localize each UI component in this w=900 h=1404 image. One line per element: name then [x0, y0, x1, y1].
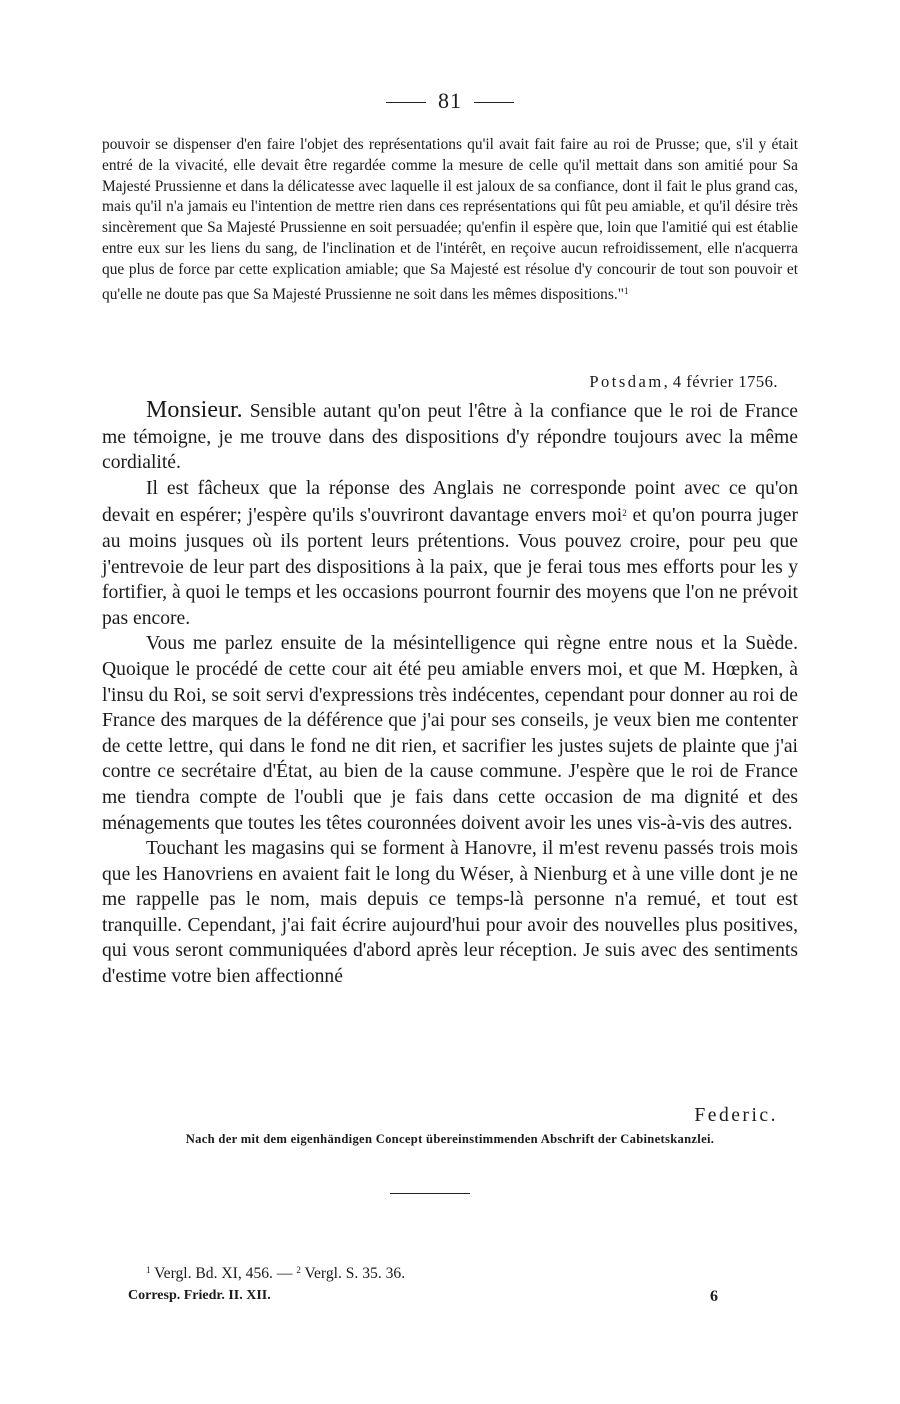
footnote-ref-1: 1 [624, 285, 629, 296]
letter-paragraph-2-text-b: et qu'on pourra juger au moins jusques où ils portent leurs prétentions. Vous pouvez croire, pour peu que j'entrevoie de leur part des dispositions à la paix, que je ferai tous mes efforts pour les y fortifier, à quoi le temps et les occasions pourront fournir des moyens que l'on ne prévoit pas encore. [102, 505, 798, 629]
letter-salutation: Monsieur. [146, 397, 243, 423]
letter-body [102, 398, 798, 990]
footnote-divider [390, 1193, 470, 1194]
page-number-text: 81 [438, 88, 462, 113]
footnote-1-text: Vergl. Bd. XI, 456. — [150, 1265, 297, 1282]
footnote-1-mark: 1 [146, 1265, 151, 1275]
letter-paragraph-3: Vous me parlez ensuite de la mésintelligence qui règne entre nous et la Suède. Quoique le procédé de cette cour ait été peu amiable envers moi, et que M. Hœpken, à l'insu du Roi, se soit servi d'expressions très indécentes, cependant pour donner au roi de France des marques de la déférence que j'ai pour ses conseils, je veux bien me contenter de cette lettre, qui dans le fond ne dit rien, et sacrifier les justes sujets de plainte que j'ai contre ce secrétaire d'État, au bien de la cause commune. J'espère que le roi de France me tiendra compte de l'oubli que je fais dans cette occasion de ma dignité et des ménagements que toutes les têtes couronnées doivent avoir les unes vis-à-vis des autres. [102, 633, 798, 834]
source-note: Nach der mit dem eigenhändigen Concept übereinstimmenden Abschrift der Cabinetskanzlei. [185, 1132, 715, 1146]
page-number-dash-left [386, 102, 426, 103]
letter-paragraph-2-text-a: Il est fâcheux que la réponse des Anglais ne corresponde point avec ce qu'on devait en espérer; j'espère qu'ils s'ouvriront davantage envers moi [102, 477, 798, 527]
top-quoted-text: pouvoir se dispenser d'en faire l'objet des représentations qu'il avait fait faire au roi de Prusse; que, s'il y était entré de la vivacité, elle devait être regardée comme la mesure de celle qu'il mettait dans son amitié pour Sa Majesté Prussienne et dans la délicatesse avec laquelle il est jaloux de sa confiance, dont il fait le plus grand cas, mais qu'il n'a jamais eu l'intention de mettre rien dans ces représentations qui fût peu amiable, et qu'il désire très sincèrement que Sa Majesté Prussienne en soit persuadée; qu'enfin il espère que, loin que l'amitié qui est établie entre eux sur les liens du sang, de l'inclination et de l'intérêt, en reçoive aucun refroidissement, elle n'acquerra que plus de force par cette explication amiable; que Sa Majesté est résolue d'y concourir de tout son pouvoir et qu'elle ne doute pas que Sa Majesté Prussienne ne soit dans les mêmes dispositions." [102, 136, 798, 303]
letter-paragraph-1 [102, 398, 798, 476]
letter-signature: Federic. [694, 1105, 778, 1126]
page-number-dash-right [474, 102, 514, 103]
top-quoted-paragraph [102, 135, 798, 305]
signature-line [128, 1288, 718, 1304]
footnote-ref-2: 2 [622, 508, 627, 519]
footnotes [146, 1265, 405, 1283]
page-number [0, 88, 900, 114]
dateline-place: Potsdam [589, 372, 664, 391]
footnote-2-mark: 2 [296, 1265, 301, 1275]
dateline-date: , 4 février 1756. [663, 372, 778, 391]
dateline [589, 372, 778, 392]
work-title: Corresp. Friedr. II. XII. [128, 1288, 271, 1303]
letter-paragraph-4: Touchant les magasins qui se forment à Hanovre, il m'est revenu passés trois mois que les Hanovriens en avaient fait le long du Wéser, à Nienburg et à une ville dont je ne me rappelle pas le nom, mais depuis ce temps-là personne n'a remué, et tout est tranquille. Cependant, j'ai fait écrire aujourd'hui pour avoir des nouvelles plus positives, qui vous seront communiquées d'abord après leur réception. Je suis avec des sentiments d'estime votre bien affectionné [102, 838, 798, 988]
sheet-number: 6 [710, 1288, 718, 1305]
letter-paragraph-2 [102, 476, 798, 632]
letter-paragraph-1-text: Sensible autant qu'on peut l'être à la confiance que le roi de France me témoigne, je me trouve dans des dispositions d'y répondre toujours avec la même cordialité. [102, 401, 798, 474]
footnote-2-text: Vergl. S. 35. 36. [300, 1265, 406, 1282]
top-quoted-block [102, 135, 798, 305]
